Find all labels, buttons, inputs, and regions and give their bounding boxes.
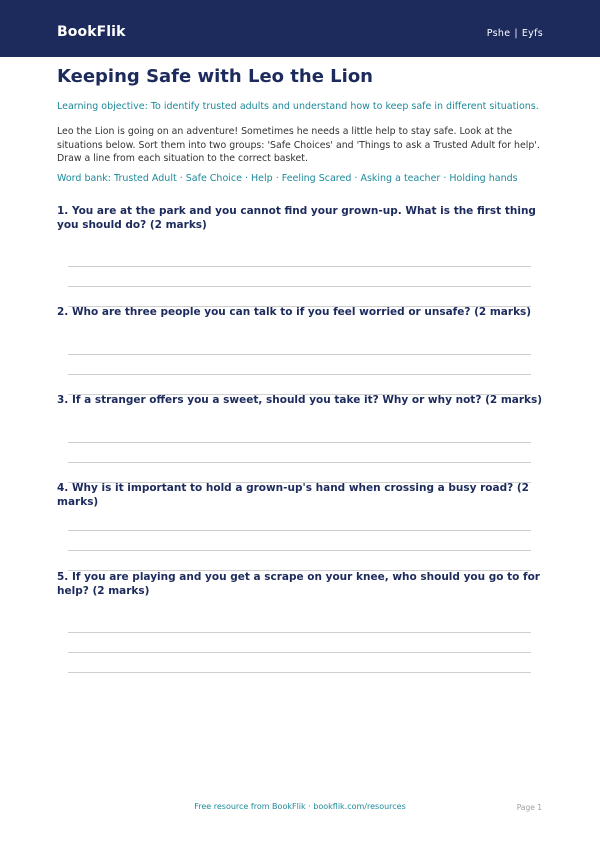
worksheet-title: Keeping Safe with Leo the Lion xyxy=(57,66,373,87)
answer-line[interactable] xyxy=(68,286,531,287)
answer-line[interactable] xyxy=(68,442,531,443)
answer-line[interactable] xyxy=(68,550,531,551)
word-bank: Word bank: Trusted Adult · Safe Choice · Help · Feeling Scared · Asking a teacher · Holding hands xyxy=(57,173,518,184)
question-3: 3. If a stranger offers you a sweet, should you take it? Why or why not? (2 marks) xyxy=(57,394,543,406)
answer-line[interactable] xyxy=(68,652,531,653)
footer-credit[interactable]: Free resource from BookFlik · bookflik.com/resources xyxy=(194,802,406,811)
question-5: 5. If you are playing and you get a scrape on your knee, who should you go to for help? (2 marks) xyxy=(57,571,540,597)
answer-line[interactable] xyxy=(68,266,531,267)
brand-logo[interactable]: BookFlik xyxy=(57,24,126,40)
answer-line[interactable] xyxy=(68,374,531,375)
tag-separator: | xyxy=(514,28,518,39)
question-1: 1. You are at the park and you cannot find your grown-up. What is the first thing you should do? (2 marks) xyxy=(57,205,536,231)
question-2: 2. Who are three people you can talk to if you feel worried or unsafe? (2 marks) xyxy=(57,306,532,318)
learning-objective: Learning objective: To identify trusted adults and understand how to keep safe in different situations. xyxy=(57,101,539,112)
question-4: 4. Why is it important to hold a grown-up's hand when crossing a busy road? (2 marks) xyxy=(57,482,529,508)
page-number: Page 1 xyxy=(516,803,542,812)
answer-line[interactable] xyxy=(68,462,531,463)
level-tag: Eyfs xyxy=(521,28,543,39)
header-bar xyxy=(0,0,600,57)
answer-line[interactable] xyxy=(68,354,531,355)
answer-line[interactable] xyxy=(68,632,531,633)
answer-line[interactable] xyxy=(68,530,531,531)
subject-tag: Pshe xyxy=(486,28,511,39)
answer-line[interactable] xyxy=(68,672,531,673)
subject-tags xyxy=(487,28,543,39)
intro-text: Leo the Lion is going on an adventure! Sometimes he needs a little help to stay safe. Look at the situations below. Sort them into two groups: 'Safe Choices' and 'Things to ask a Trusted Adult for help'. Draw a line from each situation to the correct basket. xyxy=(57,126,540,164)
